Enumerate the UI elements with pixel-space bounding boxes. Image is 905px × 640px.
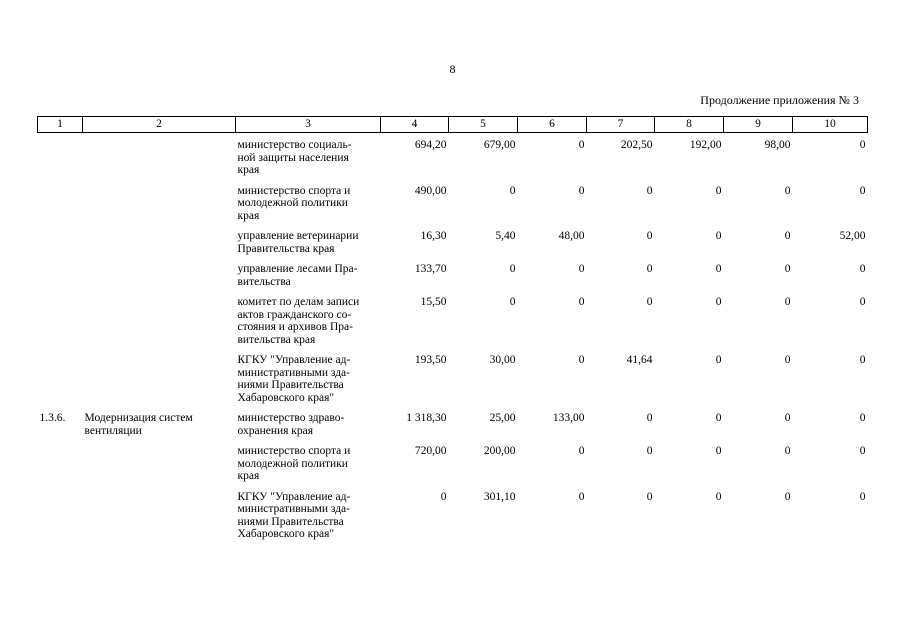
cell-col-8: 0 — [715, 445, 722, 457]
cell-col-2 — [83, 229, 236, 262]
cell-col-3: министерство спорта и молодежной политики края — [237, 445, 351, 482]
header-col-9: 9 — [724, 117, 793, 133]
cell-col-6: 0 — [578, 139, 585, 151]
cell-col-7: 202,50 — [620, 139, 653, 151]
cell-col-5: 30,00 — [489, 354, 516, 366]
cell-col-1 — [38, 295, 83, 353]
cell-col-9: 0 — [784, 490, 791, 503]
table-row — [38, 490, 868, 548]
cell-col-5: 301,10 — [483, 490, 516, 503]
cell-col-9: 0 — [784, 412, 791, 424]
cell-col-7: 0 — [646, 230, 653, 242]
cell-col-6: 0 — [578, 354, 585, 366]
cell-col-1 — [38, 353, 83, 411]
cell-col-1 — [38, 490, 83, 548]
header-row — [38, 117, 868, 133]
cell-col-2 — [83, 444, 236, 490]
cell-col-3: министерство здраво- охранения края — [237, 412, 345, 437]
header-col-4: 4 — [381, 117, 449, 133]
cell-col-10: 0 — [859, 412, 866, 424]
header-col-7: 7 — [587, 117, 655, 133]
header-col-5: 5 — [449, 117, 518, 133]
cell-col-4: 15,50 — [420, 296, 447, 308]
cell-col-7: 0 — [646, 296, 653, 308]
cell-col-6: 0 — [578, 296, 585, 308]
cell-col-1 — [38, 444, 83, 490]
table-row — [38, 411, 868, 444]
cell-col-7: 0 — [646, 445, 653, 457]
cell-col-5: 5,40 — [495, 230, 516, 242]
header-col-1: 1 — [38, 117, 83, 133]
cell-col-8: 0 — [715, 354, 722, 366]
cell-col-1: 1.3.6. — [39, 412, 66, 424]
cell-col-8: 0 — [715, 412, 722, 424]
cell-col-4: 193,50 — [414, 354, 447, 366]
header-col-10: 10 — [793, 117, 868, 133]
cell-col-2 — [83, 295, 236, 353]
cell-col-2 — [83, 184, 236, 230]
cell-col-10: 0 — [859, 354, 866, 366]
cell-col-10: 0 — [859, 490, 866, 503]
table-row — [38, 353, 868, 411]
cell-col-4: 1 318,30 — [406, 412, 447, 424]
cell-col-8: 0 — [715, 230, 722, 242]
cell-col-4: 133,70 — [414, 263, 447, 275]
cell-col-6: 48,00 — [558, 230, 585, 242]
cell-col-8: 0 — [715, 490, 722, 503]
cell-col-10: 0 — [859, 184, 866, 197]
cell-col-8: 192,00 — [689, 139, 722, 151]
cell-col-1 — [38, 184, 83, 230]
header-col-2: 2 — [83, 117, 236, 133]
cell-col-6: 0 — [578, 263, 585, 275]
cell-col-9: 0 — [784, 354, 791, 366]
cell-col-7: 0 — [646, 263, 653, 275]
cell-col-7: 0 — [646, 412, 653, 424]
cell-col-10: 0 — [859, 139, 866, 151]
cell-col-1 — [38, 229, 83, 262]
cell-col-2 — [83, 490, 236, 548]
table-row — [38, 295, 868, 353]
cell-col-4: 0 — [440, 490, 447, 503]
cell-col-4: 490,00 — [414, 184, 447, 197]
cell-col-9: 0 — [784, 184, 791, 197]
page-number: 8 — [449, 62, 456, 76]
table-row — [38, 262, 868, 295]
cell-col-10: 52,00 — [839, 230, 866, 242]
cell-col-6: 0 — [578, 445, 585, 457]
cell-col-2: Модернизация систем вентиляции — [84, 412, 193, 437]
cell-col-9: 0 — [784, 230, 791, 242]
cell-col-8: 0 — [715, 263, 722, 275]
header-col-8: 8 — [655, 117, 724, 133]
cell-col-4: 720,00 — [414, 445, 447, 457]
cell-col-5: 679,00 — [483, 139, 516, 151]
cell-col-9: 0 — [784, 296, 791, 308]
cell-col-7: 41,64 — [626, 354, 653, 366]
cell-col-1 — [38, 262, 83, 295]
cell-col-2 — [83, 353, 236, 411]
table-body — [38, 133, 868, 548]
cell-col-5: 0 — [509, 263, 516, 275]
cell-col-1 — [38, 133, 83, 184]
cell-col-2 — [83, 262, 236, 295]
cell-col-5: 0 — [509, 296, 516, 308]
header-col-3: 3 — [236, 117, 381, 133]
table-row — [38, 184, 868, 230]
cell-col-3: КГКУ "Управление ад- министративными зда- ниями Правительства Хабаровского края" — [237, 490, 351, 540]
table-row — [38, 229, 868, 262]
cell-col-7: 0 — [646, 184, 653, 197]
cell-col-6: 133,00 — [552, 412, 585, 424]
cell-col-8: 0 — [715, 184, 722, 197]
cell-col-6: 0 — [578, 490, 585, 503]
cell-col-10: 0 — [859, 263, 866, 275]
cell-col-7: 0 — [646, 490, 653, 503]
cell-col-3: министерство социаль- ной защиты населения края — [237, 139, 352, 176]
cell-col-4: 16,30 — [420, 230, 447, 242]
cell-col-5: 200,00 — [483, 445, 516, 457]
header-col-6: 6 — [518, 117, 587, 133]
cell-col-5: 0 — [509, 184, 516, 197]
cell-col-9: 98,00 — [764, 139, 791, 151]
appendix-table — [37, 116, 868, 548]
table-row — [38, 444, 868, 490]
cell-col-3: управление лесами Пра- вительства — [237, 263, 358, 288]
cell-col-3: управление ветеринарии Правительства края — [237, 230, 359, 255]
cell-col-9: 0 — [784, 445, 791, 457]
cell-col-10: 0 — [859, 445, 866, 457]
cell-col-5: 25,00 — [489, 412, 516, 424]
cell-col-3: КГКУ "Управление ад- министративными зда- ниями Правительства Хабаровского края" — [237, 354, 351, 404]
cell-col-2 — [83, 133, 236, 184]
cell-col-3: комитет по делам записи актов гражданского со- стояния и архивов Пра- вительства края — [237, 296, 360, 346]
cell-col-6: 0 — [578, 184, 585, 197]
table-row — [38, 133, 868, 184]
continuation-label: Продолжение приложения № 3 — [700, 93, 859, 107]
cell-col-4: 694,20 — [414, 139, 447, 151]
cell-col-3: министерство спорта и молодежной политики края — [237, 184, 351, 222]
cell-col-9: 0 — [784, 263, 791, 275]
cell-col-10: 0 — [859, 296, 866, 308]
cell-col-8: 0 — [715, 296, 722, 308]
